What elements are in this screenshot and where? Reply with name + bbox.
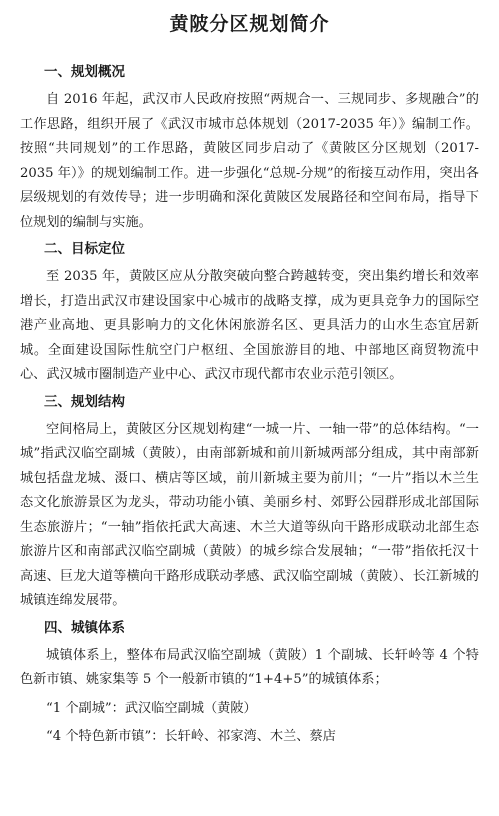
section-planning-structure: [20, 392, 479, 614]
section-heading: 四、城镇体系: [44, 619, 125, 636]
document-title: 黄陂分区规划简介: [169, 13, 330, 35]
section-heading: 一、规划概况: [44, 64, 125, 80]
section-planning-overview: [20, 62, 479, 235]
paragraph: 至 2035 年，黄陂区应从分散突破向整合跨越转变，突出集约增长和效率增长，打造出武汉市建设国家中心城市的战略支撑，成为更具竞争力的国际空港产业高地、更具影响力的文化休闲旅游名区、更具活力的山水生态宜居新城。全面建设国际性航空门户枢纽、全国旅游目的地、中部地区商贸物流中心、武汉城市圈制造产业中心、武汉市现代都市农业示范引领区。: [20, 269, 479, 382]
section-town-system: [20, 618, 479, 750]
paragraph: 空间格局上，黄陂区分区规划构建“一城一片、一轴一带”的总体结构。“一城”指武汉临空副城（黄陂），由南部新城和前川新城两部分组成，其中南部新城包括盘龙城、滠口、横店等区域，前川新城主要为前川；“一片”指以木兰生态文化旅游景区为龙头，带动功能小镇、美丽乡村、郊野公园群形成北部国际生态旅游片；“一轴”指依托武大高速、木兰大道等纵向干路形成联动北部生态旅游片区和南部武汉临空副城（黄陂）的城乡综合发展轴；“一带”指依托汉十高速、巨龙大道等横向干路形成联动孝感、武汉临空副城（黄陂）、长江新城的城镇连绵发展带。: [20, 421, 479, 608]
section-heading: 三、规划结构: [44, 393, 125, 410]
paragraph: 城镇体系上，整体布局武汉临空副城（黄陂）1 个副城、长轩岭等 4 个特色新市镇、姚家集等 5 个一般新市镇的“1+4+5”的城镇体系；: [20, 647, 479, 687]
paragraph: 自 2016 年起，武汉市人民政府按照“两规合一、三规同步、多规融合”的工作思路，组织开展了《武汉市城市总体规划（2017-2035 年）》编制工作。按照“共同规划”的工作思路，黄陂区同步启动了《黄陂区分区规划（2017-2035 年）》的规划编制工作。进一步强化“总规-分规”的衔接互动作用，突出各层级规划的有效传导；进一步明确和深化黄陂区发展路径和空间布局，指导下位规划的编制与实施。: [20, 92, 479, 230]
list-item: “4 个特色新市镇”：长轩岭、祁家湾、木兰、蔡店: [46, 729, 336, 744]
list-item: “1 个副城”：武汉临空副城（黄陂）: [46, 700, 257, 716]
section-target-positioning: [20, 239, 479, 388]
section-heading: 二、目标定位: [44, 241, 125, 257]
